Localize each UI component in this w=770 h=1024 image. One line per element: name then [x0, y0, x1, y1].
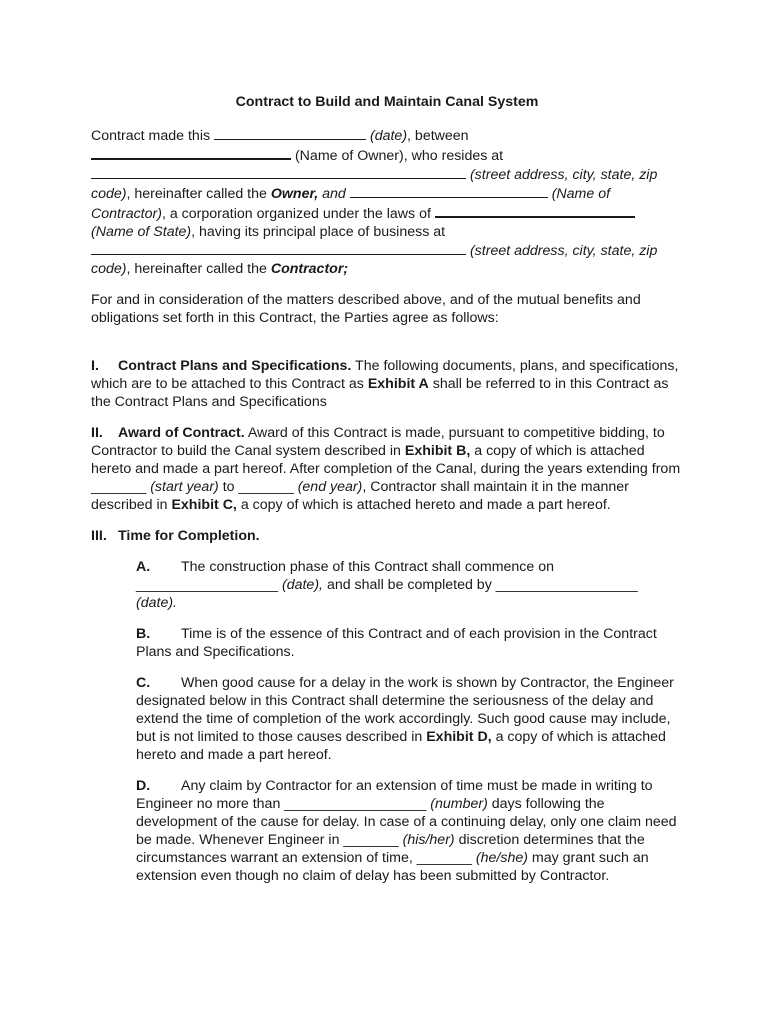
hereinafter-text-1: , hereinafter called the [126, 186, 267, 202]
section-2-number: II. [91, 425, 103, 441]
section-1-text-a: The following documents, plans, and specifications, which are to be attached to this Contract as [91, 358, 679, 392]
name-of-owner-hint: (Name of Owner) [294, 148, 404, 164]
section-2-text-a: Award of this Contract is made, pursuant to competitive bidding, to Contractor to build the Canal system described in [91, 425, 665, 459]
contract-made-this-text: Contract made this [91, 128, 211, 144]
street-address-hint-1: (street address, city, state, zip [469, 167, 658, 183]
section-1 [91, 357, 683, 411]
principal-place-text: , having its principal place of business at [191, 224, 446, 240]
start-year-hint: (start year) [150, 479, 219, 495]
end-year-hint: (end year) [297, 479, 363, 495]
days-number-blank[interactable]: __________________ [284, 796, 427, 812]
completion-date-hint: (date). [136, 595, 178, 611]
number-hint: (number) [430, 796, 488, 812]
name-of-contractor-hint-1: (Name of [551, 186, 611, 202]
section-3-number: III. [91, 528, 107, 544]
item-a-letter: A. [136, 559, 151, 575]
who-resides-at-text: , who resides at [403, 148, 504, 164]
start-year-blank[interactable]: _______ [91, 479, 147, 495]
he-she-blank[interactable]: _______ [416, 850, 472, 866]
completion-date-blank[interactable]: __________________ [495, 577, 638, 593]
item-d-text-a: Any claim by Contractor for an extension of time must be made in writing to Engineer no more than [136, 778, 653, 812]
contractor-address-blank[interactable] [91, 241, 466, 255]
section-3-item-b [136, 625, 683, 661]
commence-date-blank[interactable]: __________________ [136, 577, 279, 593]
his-her-hint: (his/her) [402, 832, 455, 848]
document-body [91, 93, 683, 885]
between-text: , between [407, 128, 469, 144]
section-3-item-a [136, 558, 683, 612]
end-year-blank[interactable]: _______ [238, 479, 294, 495]
code-hint-2: code) [91, 261, 127, 277]
section-1-text-b: shall be referred to in this Contract as the Contract Plans and Specifications [91, 376, 669, 410]
his-her-blank[interactable]: _______ [343, 832, 399, 848]
consideration-paragraph: For and in consideration of the matters described above, and of the mutual benefits and obligations set forth in this Contract, the Parties agree as follows: [91, 292, 641, 326]
item-a-text-b: and shall be completed by [323, 577, 496, 593]
item-c-text-a: When good cause for a delay in the work is shown by Contractor, the Engineer designated below in this Contract shall determine the seriousness of the delay and extend the time of completion of the work accordingly. Such good cause may include, but is not limited to those causes described in [136, 675, 674, 745]
section-2-text-b: a copy of which is attached hereto and made a part hereof. After completion of the Canal, during the years extending from [91, 443, 681, 477]
exhibit-d-reference: Exhibit D, [426, 729, 492, 745]
name-of-state-hint: (Name of State) [91, 224, 192, 240]
hereinafter-text-2: , hereinafter called the [126, 261, 267, 277]
section-3-item-c [136, 674, 683, 764]
to-word: to [218, 479, 239, 495]
section-1-heading: Contract Plans and Specifications. [118, 358, 352, 374]
exhibit-a-reference: Exhibit A [367, 376, 429, 392]
state-blank[interactable] [435, 203, 635, 218]
item-c-text-b: a copy of which is attached hereto and made a part hereof. [136, 729, 666, 763]
item-a-text-a: The construction phase of this Contract shall commence on [181, 559, 555, 575]
section-3-heading-line [91, 527, 683, 545]
owner-name-blank[interactable] [91, 145, 291, 160]
contractor-name-blank[interactable] [350, 184, 548, 198]
section-3-heading: Time for Completion. [118, 528, 260, 544]
street-address-hint-2: (street address, city, state, zip [469, 243, 658, 259]
corporation-text: , a corporation organized under the laws of [161, 206, 431, 222]
exhibit-c-reference: Exhibit C, [171, 497, 237, 513]
owner-address-blank[interactable] [91, 165, 466, 179]
section-2-text-d: a copy of which is attached hereto and made a part hereof. [236, 497, 611, 513]
item-d-letter: D. [136, 778, 151, 794]
document-title: Contract to Build and Maintain Canal System [235, 94, 539, 110]
item-d-text-c: discretion determines that the circumstances warrant an extension of time, [136, 832, 645, 866]
intro-paragraph [91, 126, 683, 278]
section-3-item-d [136, 777, 683, 885]
item-d-text-b: days following the development of the cause for delay. In case of a continuing delay, only one claim need be made. Whenever Engineer in [136, 796, 677, 848]
date-blank[interactable] [214, 126, 366, 140]
contractor-word: Contractor; [270, 261, 349, 277]
and-word: and [322, 186, 346, 202]
he-she-hint: (he/she) [475, 850, 528, 866]
date-hint: (date) [369, 128, 408, 144]
section-2-text-c: , Contractor shall maintain it in the manner described in [91, 479, 629, 513]
section-1-number: I. [91, 358, 99, 374]
name-of-contractor-hint-2: Contractor) [91, 206, 162, 222]
exhibit-b-reference: Exhibit B, [404, 443, 471, 459]
item-d-text-d: may grant such an extension even though no claim of delay has been submitted by Contractor. [136, 850, 649, 884]
item-c-letter: C. [136, 675, 151, 691]
commence-date-hint: (date), [281, 577, 323, 593]
code-hint-1: code) [91, 186, 127, 202]
item-b-text: Time is of the essence of this Contract and of each provision in the Contract Plans and Specifications. [136, 626, 657, 660]
item-b-letter: B. [136, 626, 151, 642]
section-2 [91, 424, 683, 514]
owner-word: Owner, [270, 186, 319, 202]
section-2-heading: Award of Contract. [118, 425, 245, 441]
